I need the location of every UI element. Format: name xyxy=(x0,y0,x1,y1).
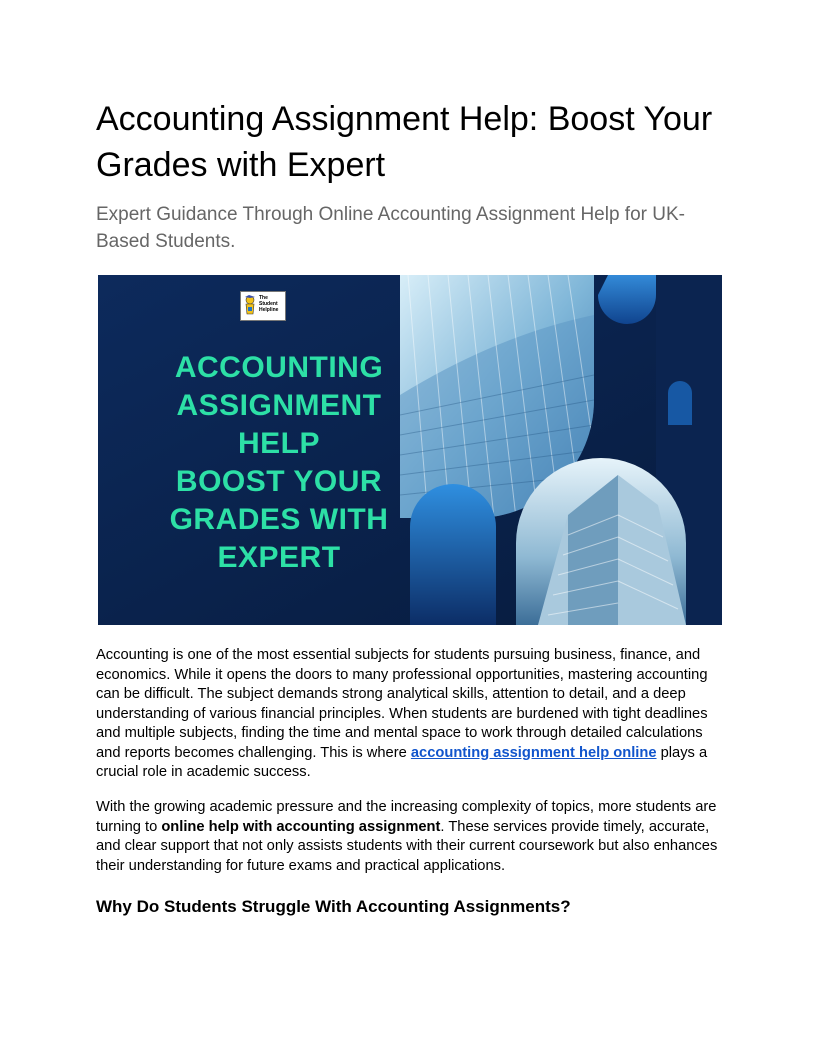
headline-line: EXPERT xyxy=(217,541,341,574)
logo-text: The Student Helpline xyxy=(259,295,279,313)
headline-line: ACCOUNTING xyxy=(174,351,384,384)
headline-line: HELP xyxy=(237,427,320,460)
student-helpline-logo xyxy=(240,291,286,321)
paragraph-text: . These services provide timely, accurate, and clear support that not only assists students with their current coursework but also enhances their understanding for future exams and practical applications. xyxy=(96,818,718,874)
document-subtitle: Expert Guidance Through Online Accounting Assignment Help for UK-Based Students. xyxy=(96,204,685,252)
paragraph-text: plays a crucial role in academic success. xyxy=(96,744,708,780)
bold-phrase: online help with accounting assignment xyxy=(161,818,441,835)
intro-paragraph xyxy=(96,646,722,783)
headline-line: BOOST YOUR xyxy=(175,465,383,498)
paragraph-text: With the growing academic pressure and the increasing complexity of topics, more students are turning to xyxy=(96,799,717,835)
second-paragraph xyxy=(96,798,722,876)
hero-banner-image xyxy=(98,275,722,625)
accounting-help-link[interactable]: accounting assignment help online xyxy=(410,744,657,761)
headline-line: ASSIGNMENT xyxy=(176,389,382,422)
banner-headline xyxy=(128,349,430,577)
document-title: Accounting Assignment Help: Boost Your Grades with Expert xyxy=(96,100,713,184)
headline-line: GRADES WITH xyxy=(169,503,389,536)
section-heading: Why Do Students Struggle With Accounting Assignments? xyxy=(96,897,571,916)
mascot-icon xyxy=(243,295,257,317)
paragraph-text: Accounting is one of the most essential subjects for students pursuing business, finance, and economics. While it opens the doors to many professional opportunities, mastering accounting can be difficult. The subject demands strong analytical skills, attention to detail, and a deep understanding of various financial principles. When students are burdened with tight deadlines and multiple subjects, finding the time and mental space to work through detailed calculations and reports becomes challenging. This is where xyxy=(96,647,708,761)
